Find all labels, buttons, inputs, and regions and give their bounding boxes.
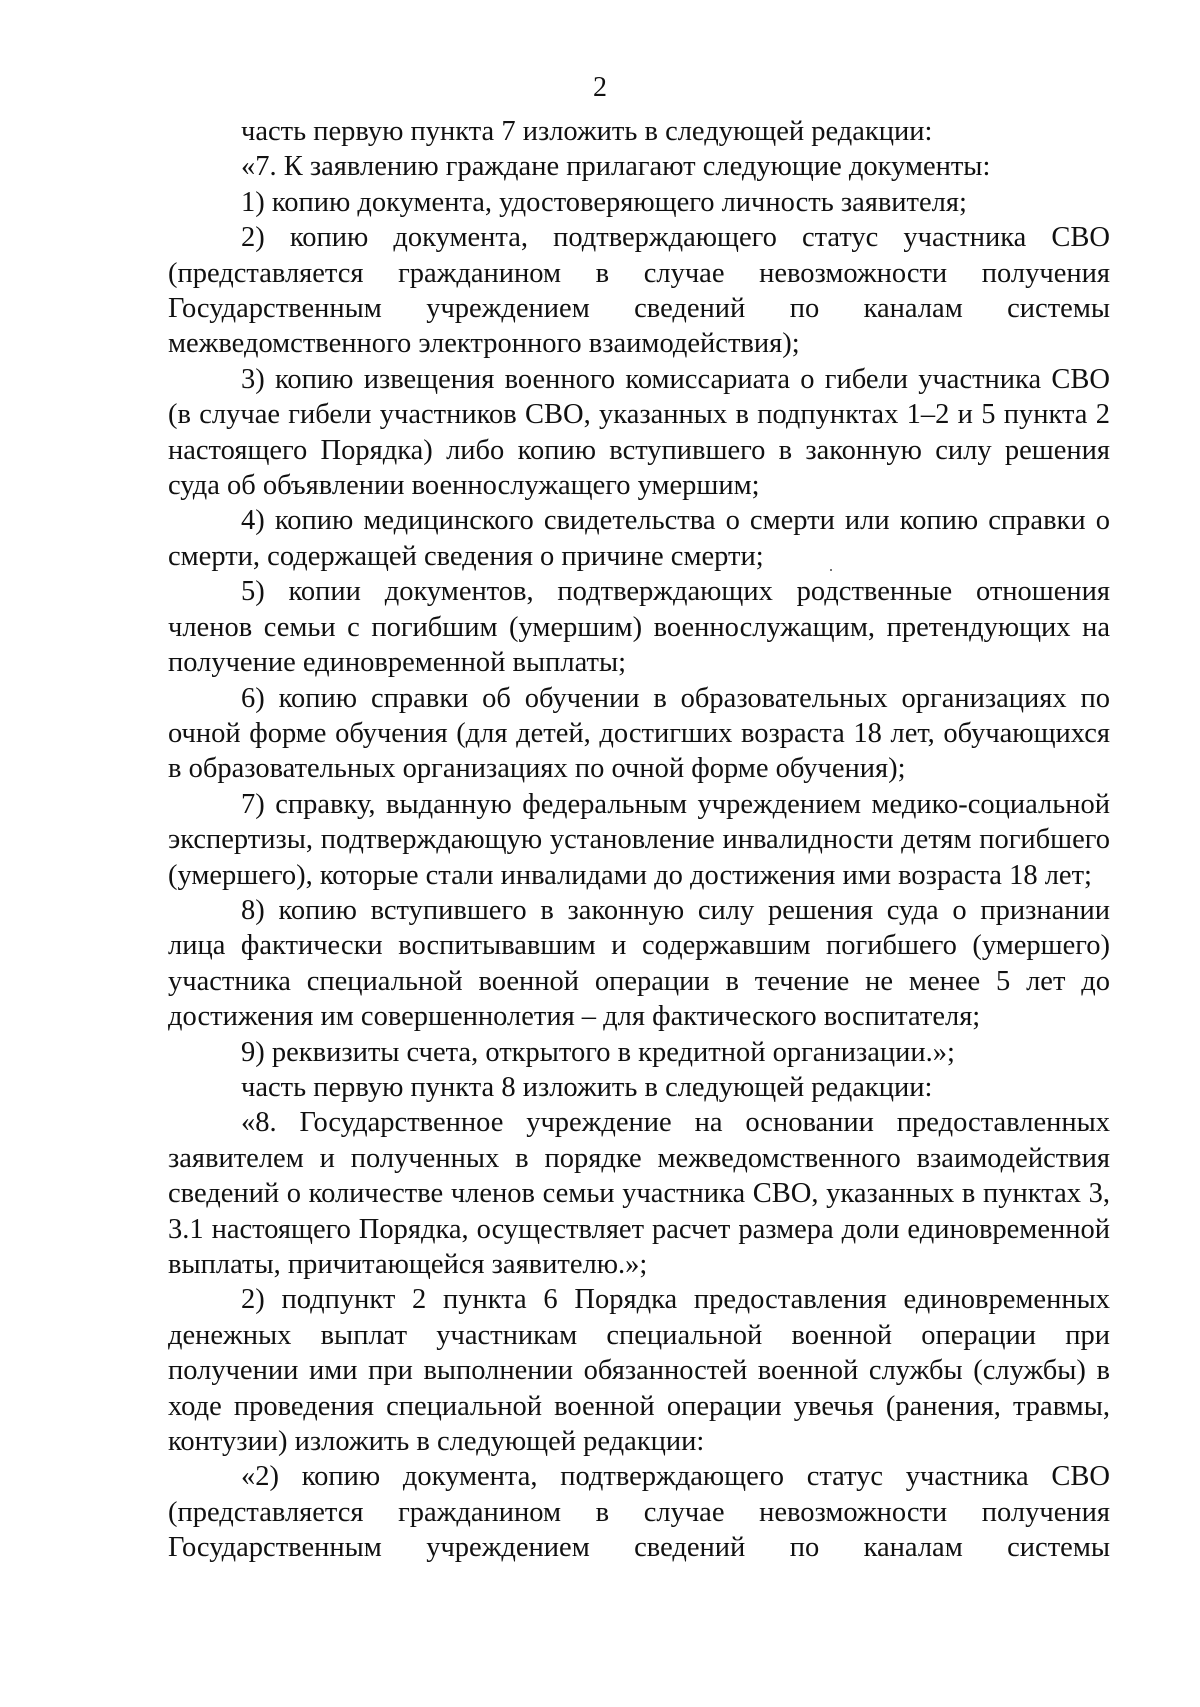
paragraph-subitem-5: 5) копии документов, подтверждающих родственные отношения членов семьи с погибшим (умершим) военнослужащим, претендующих на получение единовременной выплаты; <box>168 576 1110 679</box>
page-number: 2 <box>593 72 607 103</box>
paragraph-amend-part-1-item-8: часть первую пункта 8 изложить в следующей редакции: <box>241 1071 933 1103</box>
paragraph-subitem-3: 3) копию извещения военного комиссариата о гибели участника СВО (в случае гибели участников СВО, указанных в подпунктах 1–2 и 5 пункта 2 настоящего Порядка) либо копию вступившего в законную силу решения суда об объявлении военнослужащего умершим; <box>168 363 1110 502</box>
paragraph-subitem-2: 2) копию документа, подтверждающего статус участника СВО (представляется гражданином в случае невозможности получения Государственным учреждением сведений по каналам системы межведомственного электронного взаимодействия); <box>168 222 1110 360</box>
scan-speck <box>830 569 832 571</box>
paragraph-amend-part-1-item-7: часть первую пункта 7 изложить в следующей редакции: <box>241 116 933 147</box>
paragraph-subitem-1: 1) копию документа, удостоверяющего личность заявителя; <box>241 186 967 218</box>
paragraph-item-7-intro: «7. К заявлению граждане прилагают следующие документы: <box>241 151 991 183</box>
paragraph-new-subitem-2: «2) копию документа, подтверждающего статус участника СВО (представляется гражданином в случае невозможности получения Государственным учреждением сведений по каналам системы <box>168 1461 1110 1564</box>
paragraph-amend-subitem-2-item-6: 2) подпункт 2 пункта 6 Порядка предоставления единовременных денежных выплат участникам специальной военной операции при получении ими при выполнении обязанностей военной службы (службы) в ходе проведения специальной военной операции увечья (ранения, травмы, контузии) изложить в следующей редакции: <box>168 1284 1110 1458</box>
paragraph-subitem-9: 9) реквизиты счета, открытого в кредитной организации.»; <box>241 1036 955 1068</box>
paragraph-subitem-7: 7) справку, выданную федеральным учреждением медико-социальной экспертизы, подтверждающую установление инвалидности детям погибшего (умершего), которые стали инвалидами до достижения ими возраста 18 лет; <box>168 788 1110 891</box>
document-body <box>168 114 1110 1566</box>
paragraph-subitem-6: 6) копию справки об обучении в образовательных организациях по очной форме обучения (для детей, достигших возраста 18 лет, обучающихся в образовательных организациях по очной форме обучения); <box>168 682 1110 785</box>
paragraph-subitem-4: 4) копию медицинского свидетельства о смерти или копию справки о смерти, содержащей сведения о причине смерти; <box>168 505 1110 572</box>
paragraph-subitem-8: 8) копию вступившего в законную силу решения суда о признании лица фактически воспитывавшим и содержавшим погибшего (умершего) участника специальной военной операции в течение не менее 5 лет до достижения им совершеннолетия – для фактического воспитателя; <box>168 894 1110 1033</box>
paragraph-item-8-text: «8. Государственное учреждение на основании предоставленных заявителем и полученных в порядке межведомственного взаимодействия сведений о количестве членов семьи участника СВО, указанных в пунктах 3, 3.1 настоящего Порядка, осуществляет расчет размера доли единовременной выплаты, причитающейся заявителю.»; <box>168 1107 1110 1280</box>
